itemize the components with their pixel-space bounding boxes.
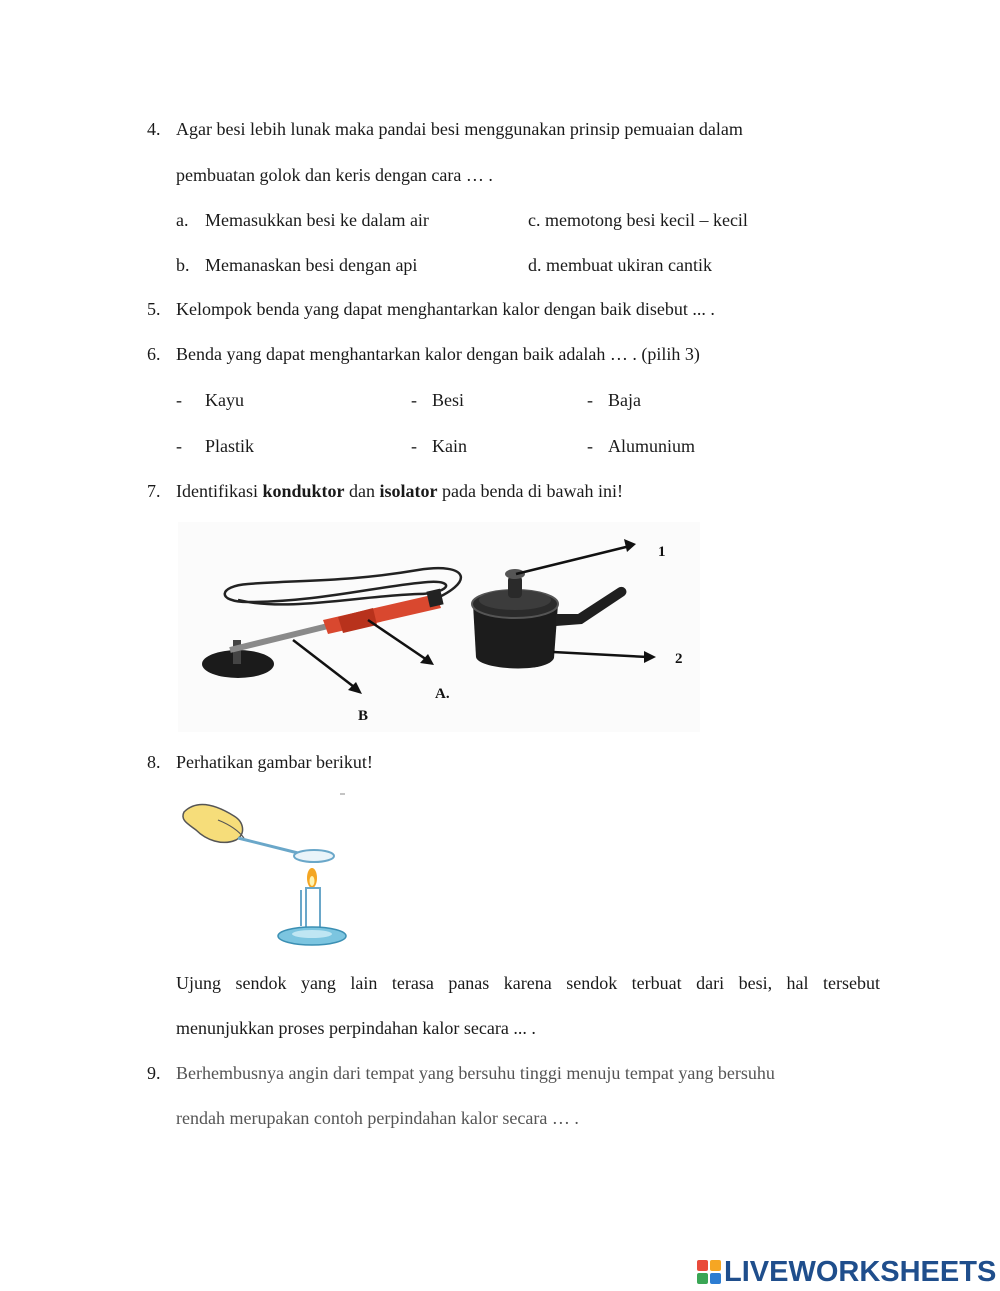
q6-item-baja[interactable]: Baja — [608, 390, 641, 410]
q4-option-c[interactable]: c. memotong besi kecil – kecil — [528, 210, 748, 230]
q4-number: 4. — [147, 119, 161, 139]
q9-line1: Berhembusnya angin dari tempat yang bersuhu tinggi menuju tempat yang bersuhu — [176, 1063, 775, 1083]
q5-number: 5. — [147, 299, 161, 319]
q4-option-a[interactable]: Memasukkan besi ke dalam air — [205, 210, 429, 230]
q6-item-kayu[interactable]: Kayu — [205, 390, 244, 410]
q8-paragraph-line1: Ujung sendok yang lain terasa panas karena sendok terbuat dari besi, hal tersebut — [176, 973, 880, 993]
q4-option-b[interactable]: Memanaskan besi dengan api — [205, 255, 418, 275]
q7-keyword-isolator: isolator — [379, 481, 438, 501]
hand-icon — [183, 804, 243, 842]
q8-paragraph-line2: menunjukkan proses perpindahan kalor secara ... . — [176, 1018, 536, 1038]
q6-item-kain[interactable]: Kain — [432, 436, 467, 456]
candle-icon — [306, 888, 320, 928]
q9-number: 9. — [147, 1063, 161, 1083]
spoon-bowl-icon — [294, 850, 334, 862]
q6-dash: - — [176, 436, 182, 456]
q6-item-plastik[interactable]: Plastik — [205, 436, 255, 456]
q4-line1: Agar besi lebih lunak maka pandai besi menggunakan prinsip pemuaian dalam — [176, 119, 743, 139]
q6-dash: - — [587, 390, 593, 410]
q6-number: 6. — [147, 344, 161, 364]
q4-option-b-letter: b. — [176, 255, 190, 275]
q4-option-a-letter: a. — [176, 210, 189, 230]
q8-text: Perhatikan gambar berikut! — [176, 752, 373, 772]
q7-keyword-konduktor: konduktor — [262, 481, 345, 501]
label-1: 1 — [658, 544, 666, 560]
q6-dash: - — [587, 436, 593, 456]
q4-line2: pembuatan golok dan keris dengan cara … . — [176, 165, 493, 185]
q9-line2: rendah merupakan contoh perpindahan kalor secara … . — [176, 1108, 579, 1128]
liveworksheets-logo-icon — [697, 1260, 721, 1284]
label-b: B — [358, 708, 369, 724]
q4-option-d[interactable]: d. membuat ukiran cantik — [528, 255, 712, 275]
q6-dash: - — [176, 390, 182, 410]
q5-text: Kelompok benda yang dapat menghantarkan kalor dengan baik disebut ... . — [176, 299, 715, 319]
label-2: 2 — [675, 651, 683, 667]
spoon-handle-icon — [238, 838, 302, 854]
soldering-iron-and-pan-figure — [178, 522, 700, 732]
q6-dash: - — [411, 390, 417, 410]
spoon-over-candle-figure — [178, 790, 348, 950]
q6-text: Benda yang dapat menghantarkan kalor dengan baik adalah … . (pilih 3) — [176, 344, 700, 364]
lid-knob-icon — [508, 576, 522, 598]
liveworksheets-wordmark: LIVEWORKSHEETS — [724, 1255, 997, 1288]
q6-item-alumunium[interactable]: Alumunium — [608, 436, 696, 456]
q6-dash: - — [411, 436, 417, 456]
q6-item-besi[interactable]: Besi — [432, 390, 465, 410]
label-a: A. — [435, 686, 450, 702]
q8-number: 8. — [147, 752, 161, 772]
q7-text: Identifikasi konduktor dan isolator pada benda di bawah ini! — [176, 481, 623, 501]
liveworksheets-logo[interactable] — [697, 1257, 996, 1287]
q7-number: 7. — [147, 481, 161, 501]
